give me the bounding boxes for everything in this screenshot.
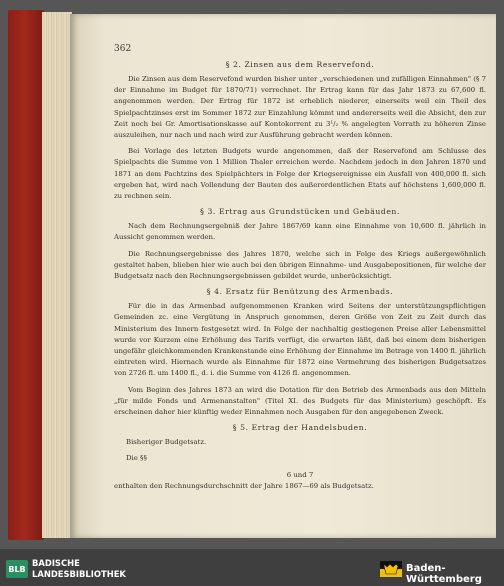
section-heading: § 4. Ersatz für Benützung des Armenbads. — [206, 287, 394, 297]
paragraph: Für die in das Armenbad aufgenommenen Kranken wird Seitens der unterstützungspflichtigen Gemeinden zc. eine Vergütung in Anspruch genommen, deren Größe von Zeit zu Zeit durch das Ministerium des Innern festgesetzt wird. In Folge der nachhaltig gestiegenen Preise aller Lebensmittel wurde vor Kurzem eine Erhöhung des Tarifs verfügt, die erwarten läßt, daß bei einem dem bisherigen ungefähr gleichkommenden Krankenstande eine Erhöhung der Einnahme im Betrage von 1400 fl. jährlich eintreten wird. Hiernach wurde als Einnahme für 1872 eine Vermehrung des bisherigen Budgetsatzes von 2726 fl. um 1400 fl., d. i. die Summe von 4126 fl. angenommen. — [114, 302, 486, 378]
paragraph: Die Rechnungsergebnisse des Jahres 1870, welche sich in Folge des Kriegs außergewöhnlich gestaltet haben, blieben hier wie auch bei den übrigen Einnahme- und Ausgabepositionen, für welche der Budgetsatz nach den Rechnungsergebnissen gebildet wurde, unberücksichtigt. — [114, 249, 486, 281]
book-page — [70, 14, 496, 538]
page-content — [114, 60, 486, 497]
paragraph: enthalten den Rechnungsdurchschnitt der Jahre 1867—69 als Budgetsatz. — [114, 481, 374, 490]
paragraph: Vom Beginn des Jahres 1873 an wird die Dotation für den Betrieb des Armenbads aus den Mitteln „für milde Fonds und Armenanstalten" (Titel XI. des Budgets für das Ministerium) geschöpft. Es erscheinen daher hier künftig weder Einnahmen noch Ausgaben für den angegebenen Zweck. — [114, 385, 486, 417]
baden-wuerttemberg-flag-icon — [380, 561, 402, 577]
paragraph: Bisheriger Budgetsatz. — [126, 438, 207, 447]
paragraph: Die §§ — [126, 454, 147, 463]
page-number: 362 — [114, 44, 132, 54]
library-name[interactable] — [32, 558, 126, 579]
paragraph: Bei Vorlage des letzten Budgets wurde angenommen, daß der Reservefond am Schlusse des Spielpachts die Summe von 1 Million Thaler erreichen werde. Nachdem jedoch in den Jahren 1870 und 1871 an dem Pachtzins des Spielpächters in Folge der Kriegsereignisse ein Ausfall von 400,000 fl. sich ergeben hat, wird nach Vollendung der Bauten des außerordentlichen Etats auf höchstens 1,600,000 fl. zu rechnen sein. — [114, 147, 486, 201]
book-cover-edge — [8, 10, 44, 540]
section-heading: § 3. Ertrag aus Grundstücken und Gebäuden. — [200, 207, 400, 217]
paragraph: Nach dem Rechnungsergebniß der Jahre 1867/69 kann eine Einnahme von 10,600 fl. jährlich in Aussicht genommen werden. — [114, 222, 486, 242]
library-name-line1: BADISCHE — [32, 558, 80, 568]
baden-wuerttemberg-label[interactable]: Baden-Württemberg — [406, 563, 482, 585]
paragraph: Die Zinsen aus dem Reservefond wurden bisher unter „verschiedenen und zufälligen Einnahmen" (§ 7 der Einnahme im Budget für 1870/71) verrechnet. Ihr Ertrag kann für das Jahr 1873 zu 67,600 fl. angenommen werden. Der Ertrag für 1872 ist erheblich niederer, einerseits weil ein Theil des Spielpachtzinses erst im Sommer 1872 zur Einzahlung kömmt und andererseits weil die Absicht, den zur Zeit noch bei Gr. Amortisationskasse auf Kontokorrent zu 3¹/₂ % angelegten Vorrath zu höheren Zinse auszuleihen, nur nach und nach wird zur Ausführung gebracht werden können. — [114, 75, 486, 140]
blb-logo[interactable]: BLB — [6, 560, 28, 578]
library-name-line2: LANDESBIBLIOTHEK — [32, 568, 126, 579]
section-heading: § 2. Zinsen aus dem Reservefond. — [225, 60, 375, 69]
centered-line: 6 und 7 — [286, 470, 314, 479]
page-stack-edge — [42, 12, 72, 538]
section-heading: § 5. Ertrag der Handelsbuden. — [232, 423, 368, 433]
